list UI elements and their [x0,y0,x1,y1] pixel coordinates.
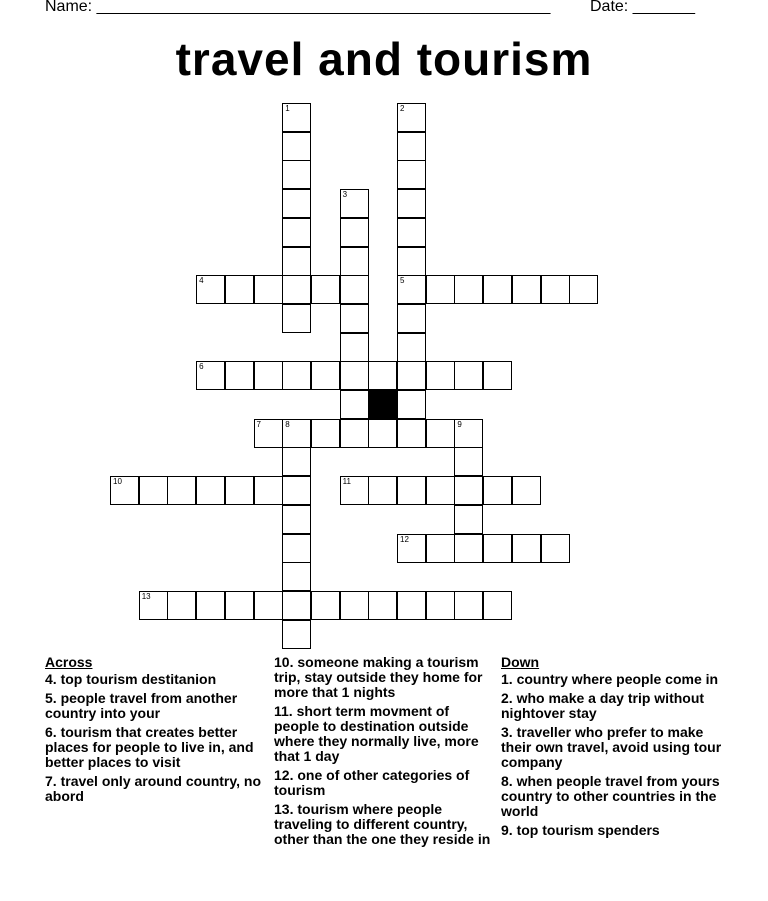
grid-cell[interactable] [397,103,426,132]
down-heading: Down [501,654,540,670]
grid-cell[interactable] [483,534,512,563]
clue-across-6: 6. tourism that creates better places for people to live in, and better places to visit [45,724,254,770]
grid-cell[interactable] [512,476,541,505]
grid-cell[interactable] [426,361,455,390]
grid-cell[interactable] [225,476,254,505]
grid-cell[interactable] [225,591,254,620]
grid-cell[interactable] [311,419,340,448]
grid-cell[interactable] [282,247,311,276]
grid-cell[interactable] [311,275,340,304]
grid-cell[interactable] [340,218,369,247]
grid-cell[interactable] [368,361,397,390]
grid-cell[interactable] [282,562,311,591]
clue-number: 3 [342,190,348,200]
grid-cell[interactable] [282,620,311,649]
clue-number: 1 [285,104,290,113]
grid-cell[interactable] [426,591,455,620]
grid-cell[interactable] [282,447,311,476]
grid-cell[interactable] [196,275,225,304]
grid-cell[interactable] [397,390,426,419]
grid-cell[interactable] [196,591,225,620]
clue-down-2: 2. who make a day trip without nightover stay [501,690,705,721]
puzzle-title: travel and tourism [175,33,593,85]
grid-cell[interactable] [397,218,426,247]
clue-number: 5 [400,276,405,286]
grid-cell[interactable] [139,476,168,505]
grid-cell[interactable] [282,218,311,247]
grid-cell[interactable] [483,591,512,620]
grid-cell[interactable] [340,361,369,390]
date-field: Date: _______ [590,0,695,15]
grid-cell[interactable] [569,275,598,304]
grid-cell[interactable] [254,591,283,620]
grid-cell[interactable] [397,419,426,448]
grid-cell[interactable] [254,275,283,304]
black-cell [368,390,397,419]
grid-cell[interactable] [426,275,455,304]
grid-cell[interactable] [397,361,426,390]
grid-cell[interactable] [397,534,426,563]
grid-cell[interactable] [110,476,139,505]
grid-cell[interactable] [397,160,426,189]
grid-cell[interactable] [454,361,483,390]
grid-cell[interactable] [196,361,225,390]
grid-cell[interactable] [282,160,311,189]
grid-cell[interactable] [167,476,196,505]
across-heading: Across [45,654,93,670]
clue-down-8: 8. when people travel from yours country to other countries in the world [501,773,720,819]
grid-cell[interactable] [139,591,168,620]
grid-cell[interactable] [454,476,483,505]
grid-cell[interactable] [397,304,426,333]
clue-across-12: 12. one of other categories of tourism [274,767,470,798]
grid-cell[interactable] [397,247,426,276]
grid-cell[interactable] [541,534,570,563]
date-label: Date: [590,0,633,15]
name-label: Name: [45,0,97,15]
down-clues [501,655,723,842]
grid-cell[interactable] [454,591,483,620]
grid-cell[interactable] [454,275,483,304]
grid-cell[interactable] [282,132,311,161]
name-field: Name: ___________________________________________________ [45,0,551,15]
clue-across-10: 10. someone making a tourism trip, stay outside they home for more that 1 nights [274,654,483,700]
grid-cell[interactable] [340,476,369,505]
grid-cell[interactable] [340,419,369,448]
grid-cell[interactable] [368,476,397,505]
clue-number: 7 [256,419,261,429]
grid-cell[interactable] [397,591,426,620]
grid-cell[interactable] [397,189,426,218]
grid-cell[interactable] [311,361,340,390]
grid-cell[interactable] [340,275,369,304]
grid-cell[interactable] [282,505,311,534]
grid-cell[interactable] [512,275,541,304]
grid-cell[interactable] [340,189,369,218]
grid-cell[interactable] [397,275,426,304]
clue-across-4: 4. top tourism destitanion [45,671,217,687]
grid-cell[interactable] [454,419,483,448]
grid-cell[interactable] [454,505,483,534]
clue-number: 8 [285,419,290,429]
grid-cell[interactable] [282,591,311,620]
grid-cell[interactable] [426,476,455,505]
grid-cell[interactable] [254,361,283,390]
grid-cell[interactable] [397,333,426,362]
grid-cell[interactable] [368,591,397,620]
grid-cell[interactable] [282,476,311,505]
grid-cell[interactable] [225,275,254,304]
grid-cell[interactable] [483,275,512,304]
clue-number: 10 [113,477,122,487]
clue-number: 11 [342,477,351,487]
grid-cell[interactable] [282,189,311,218]
grid-cell[interactable] [282,275,311,304]
clue-down-1: 1. country where people come in [501,671,719,687]
grid-cell[interactable] [282,534,311,563]
grid-cell[interactable] [282,103,311,132]
grid-cell[interactable] [426,419,455,448]
grid-cell[interactable] [340,390,369,419]
across-clues-continued [274,655,492,851]
clue-number: 9 [457,419,462,429]
grid-cell[interactable] [340,304,369,333]
grid-cell[interactable] [340,333,369,362]
grid-cell[interactable] [167,591,196,620]
grid-cell[interactable] [454,534,483,563]
grid-cell[interactable] [541,275,570,304]
grid-cell[interactable] [397,476,426,505]
across-clues [45,655,270,808]
clue-down-3: 3. traveller who prefer to make their own travel, avoid using tour company [501,724,722,770]
clue-across-11: 11. short term movment of people to destination outside where they normally live, more that 1 day [274,703,479,764]
grid-cell[interactable] [426,534,455,563]
clue-across-5: 5. people travel from another country into your [45,690,238,721]
grid-cell[interactable] [340,247,369,276]
grid-cell[interactable] [340,591,369,620]
clue-across-7: 7. travel only around country, no abord [45,773,262,804]
grid-cell[interactable] [196,476,225,505]
grid-cell[interactable] [311,591,340,620]
grid-cell[interactable] [282,304,311,333]
clue-number: 2 [400,104,405,113]
grid-cell[interactable] [454,447,483,476]
clue-number: 12 [400,534,409,544]
clue-number: 13 [141,591,151,601]
grid-cell[interactable] [368,419,397,448]
clue-number: 4 [199,276,204,286]
grid-cell[interactable] [282,419,311,448]
grid-cell[interactable] [483,361,512,390]
grid-cell[interactable] [254,476,283,505]
grid-cell[interactable] [282,361,311,390]
grid-cell[interactable] [512,534,541,563]
grid-cell[interactable] [397,132,426,161]
clue-across-13: 13. tourism where people traveling to different country, other than the one they reside in [274,801,491,847]
clue-number: 6 [199,362,204,372]
grid-cell[interactable] [254,419,283,448]
grid-cell[interactable] [483,476,512,505]
clue-down-9: 9. top tourism spenders [501,822,660,838]
grid-cell[interactable] [225,361,254,390]
